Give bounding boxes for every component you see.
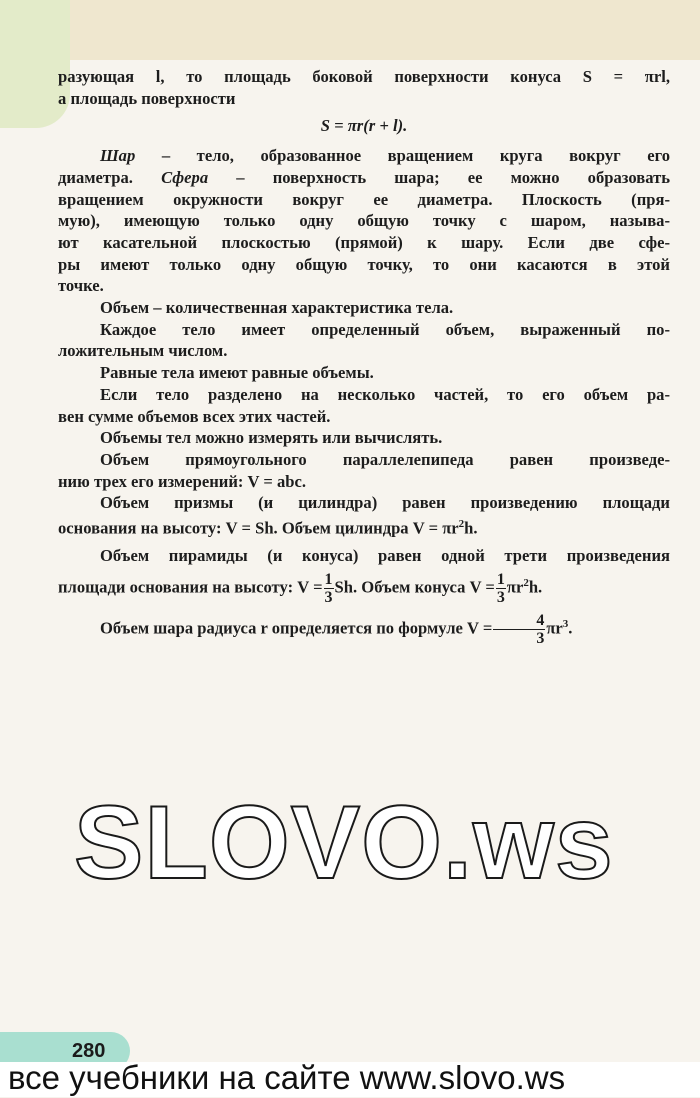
text-line: ложительным числом. (58, 341, 228, 361)
text-line: ют касательной плоскостью (прямой) к шару. Если две сфе- (58, 232, 670, 252)
fraction-four-thirds: $\frac{4}{3}$ (493, 612, 545, 647)
watermark-logo: SLOVO.ws (74, 785, 614, 901)
text-line: Объемы тел можно измерять или вычислять. (100, 428, 443, 448)
text-line: Каждое тело имеет определенный объем, выраженный по- (100, 319, 670, 339)
page-content (58, 66, 670, 647)
footer-link-text[interactable]: все учебники на сайте www.slovo.ws (8, 1059, 566, 1096)
formula-line: S = πr(r + l). (320, 116, 408, 136)
top-color-band (0, 0, 700, 60)
text-line: вращением окружности вокруг ее диаметра. Плоскость (пря- (58, 189, 670, 209)
page-number: 280 (72, 1040, 106, 1062)
fraction-one-third: $\frac{1}{3}$ (324, 571, 333, 606)
text-line: ры имеют только одну общую точку, то они касаются в этой (58, 254, 670, 274)
text-line: точке. (58, 276, 104, 296)
text-line: диаметра. Сфера – поверхность шара; ее можно образовать (58, 167, 670, 187)
text-line: основания на высоту: V = Sh. Объем цилиндра $V = \pi r^2h$. (58, 518, 478, 538)
text-line: Объем прямоугольного параллелепипеда равен произведе- (100, 449, 670, 469)
text-line: Объем призмы (и цилиндра) равен произведению площади (100, 493, 670, 513)
text-line: нию трех его измерений: V = abc. (58, 471, 307, 491)
text-line: Шар – тело, образованное вращением круга вокруг его (100, 146, 670, 166)
term-ball: Шар (100, 146, 136, 166)
text-line: вен сумме объемов всех этих частей. (58, 406, 331, 426)
text-line: разующая l, то площадь боковой поверхности конуса S = πrl, (58, 67, 670, 86)
text-line: а площадь поверхности (58, 88, 236, 108)
formula-line: площади основания на высоту: V = $\frac{1}{3}$ Sh. Объем конуса V = $\frac{1}{3}$ $\pi r^2h$. (58, 571, 543, 606)
formula-line: Объем шара радиуса r определяется по формуле V = $\frac{4}{3}$ $\pi r^3$. (100, 612, 573, 647)
fraction-one-third: $\frac{1}{3}$ (496, 571, 505, 606)
text-line: Равные тела имеют равные объемы. (100, 363, 374, 383)
text-line: мую), имеющую только одну общую точку с шаром, называ- (58, 211, 670, 231)
text-line: Объем пирамиды (и конуса) равен одной трети произведения (100, 546, 670, 566)
text-line: Объем – количественная характеристика тела. (100, 298, 454, 318)
text-line: Если тело разделено на несколько частей, то его объем ра- (100, 384, 670, 404)
term-sphere: Сфера (161, 167, 209, 187)
